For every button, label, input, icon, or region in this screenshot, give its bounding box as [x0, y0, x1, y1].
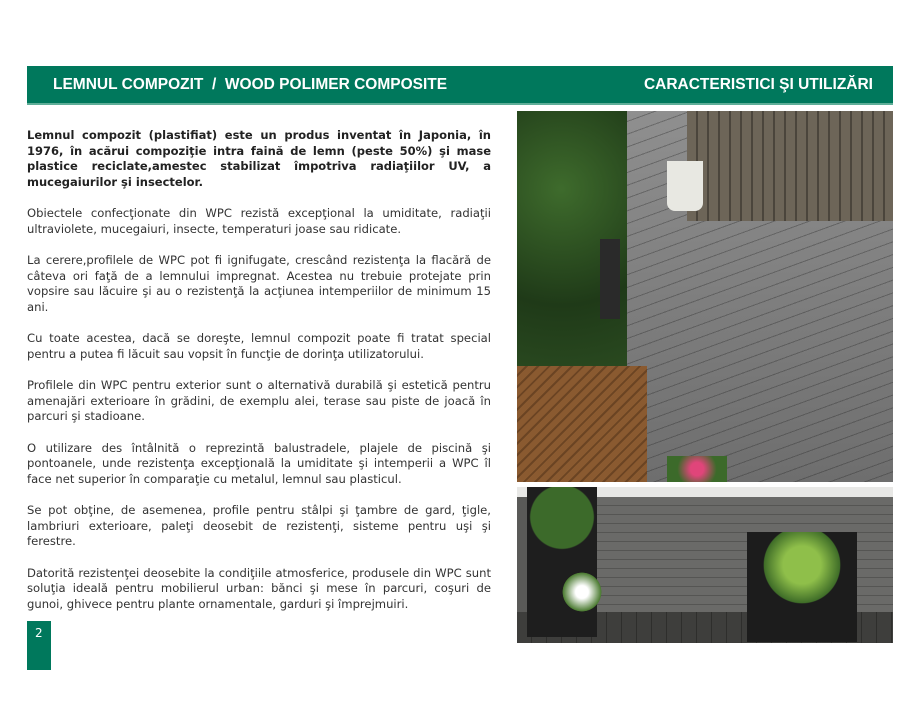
- planters-fence-photo: [517, 487, 893, 643]
- paragraph: Cu toate acestea, dacă se doreşte, lemnul compozit poate fi tratat special pentru a putea fi lăcuit sau vopsit în funcţie de dorinţa utilizatorului.: [27, 331, 491, 361]
- lead-paragraph: Lemnul compozit (plastifiat) este un produs inventat în Japonia, în 1976, în acărui compoziţie intra faină de lemn (peste 50%) şi mase plastice reciclate,amestec stabilizat împotriva radiaţiilor UV, a mucegaiurilor şi insectelor.: [27, 128, 491, 189]
- header-title: LEMNUL COMPOZIT / WOOD POLIMER COMPOSITE: [53, 76, 448, 93]
- paragraph: Datorită rezistenţei deosebite la condiţiile atmosferice, produsele din WPC sunt soluţia ideală pentru mobilierul urban: bănci şi mese în parcuri, coşuri de gunoi, ghivece pentru plante ornamentale, garduri şi împrejmuiri.: [27, 565, 491, 611]
- paragraph: O utilizare des întâlnită o reprezintă balustradele, plajele de piscină şi pontoanele, unde rezistenţa excepţională la umiditate şi intemperii a WPC îl face net superior în comparaţie cu metalul, lemnul sau plasticul.: [27, 440, 491, 486]
- section-header: [27, 66, 893, 105]
- flowers: [667, 456, 727, 482]
- flower-pot: [667, 161, 703, 211]
- header-subtitle: CARACTERISTICI ŞI UTILIZĂRI: [643, 76, 873, 93]
- page-number-label: 2: [35, 626, 43, 640]
- body-text: [27, 128, 491, 628]
- planter: [527, 487, 597, 637]
- garden-lamp: [600, 239, 620, 319]
- paragraph: Profilele din WPC pentru exterior sunt o alternativă durabilă şi estetică pentru amenajări exterioare în grădini, de exemplu alei, terase sau piste de joacă în parcuri şi stadioane.: [27, 378, 491, 423]
- hosta-planter: [747, 532, 857, 642]
- paragraph: Obiectele confecţionate din WPC rezistă excepţional la umiditate, radiaţii ultraviolete, mucegaiuri, insecte, temperaturi joase sau ridicate.: [27, 206, 491, 236]
- paragraph: La cerere,profilele de WPC pot fi ignifugate, crescând rezistenţa la flacără de câteva ori faţă de a lemnului impregnat. Acestea nu trebuie protejate prin vopsire sau lăcuire şi au o rezistenţă la acţiunea intemperiilor de minimum 15 ani.: [27, 253, 491, 314]
- paragraph: Se pot obţine, de asemenea, profile pentru stâlpi şi ţambre de gard, ţigle, lambriuri exterioare, paleţi deosebit de rezistenţi, sisteme pentru uşi şi ferestre.: [27, 503, 491, 548]
- decking-photo: [517, 111, 893, 482]
- flowers: [557, 572, 607, 612]
- wooden-deck: [517, 366, 647, 482]
- fence: [687, 111, 893, 221]
- page-number: [27, 621, 51, 670]
